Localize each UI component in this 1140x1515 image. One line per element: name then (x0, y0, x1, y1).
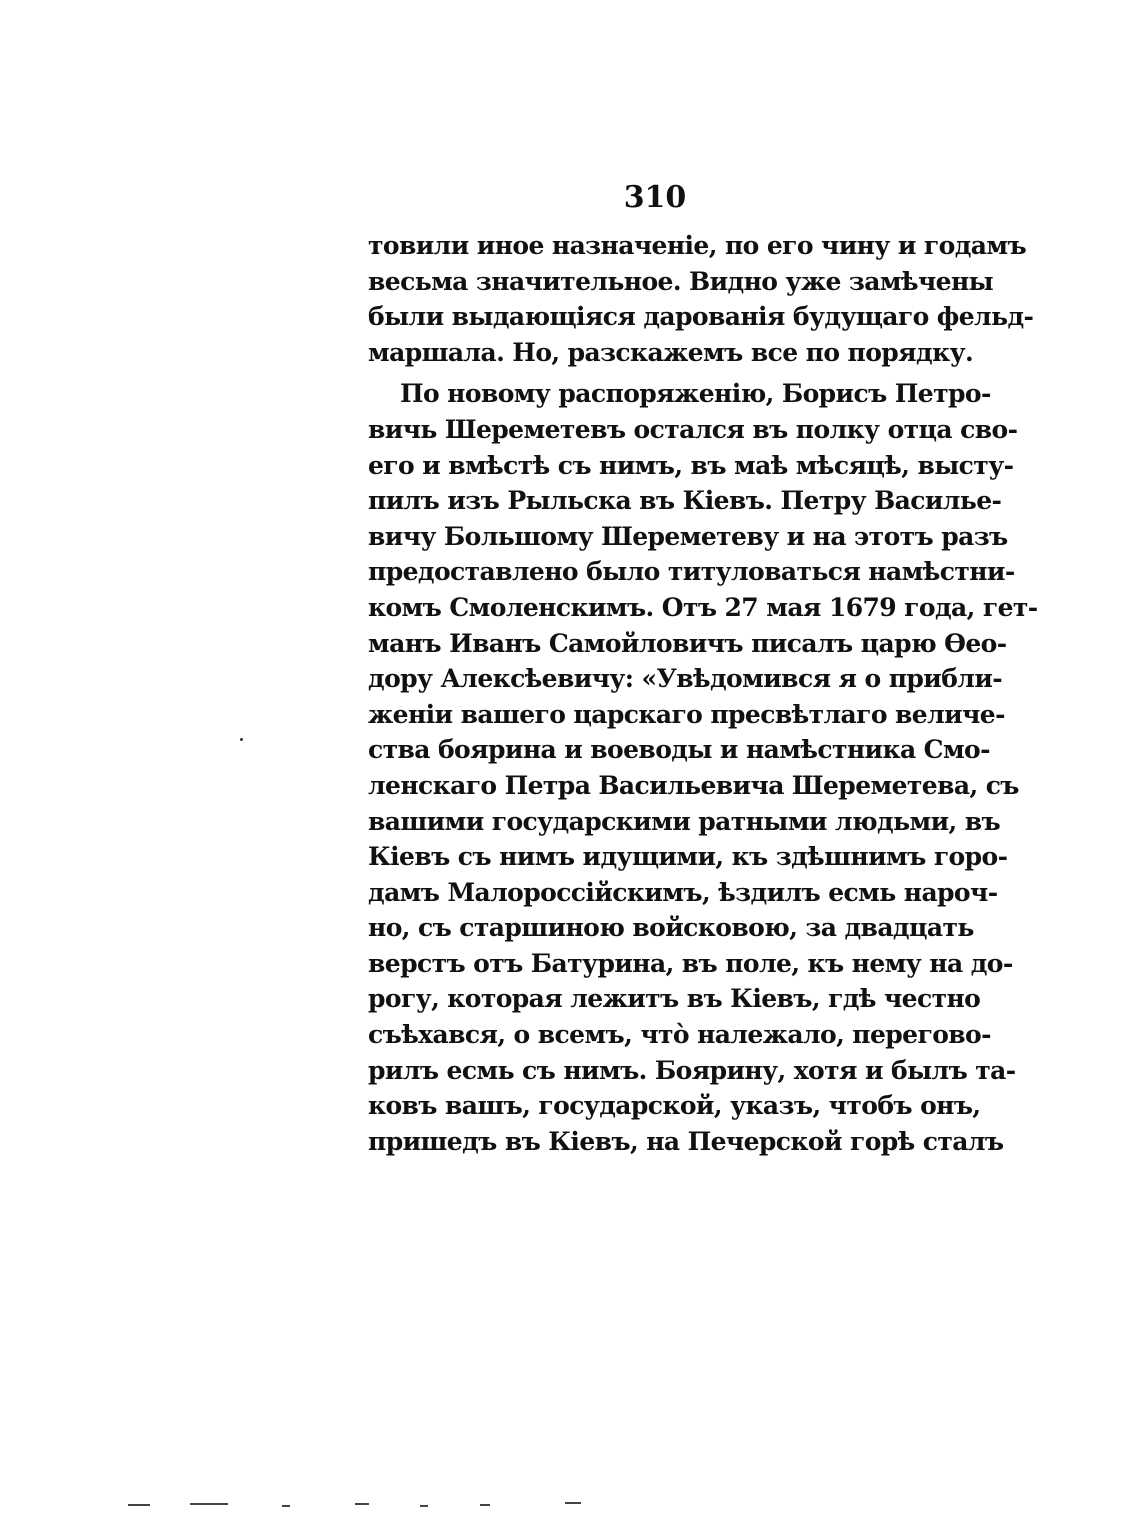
text-line: дамъ Малороссійскимъ, ѣздилъ есмь нароч- (368, 877, 998, 907)
text-line: ства боярина и воеводы и намѣстника Смо- (368, 735, 990, 765)
text-line: женіи вашего царскаго пресвѣтлаго величе- (368, 699, 1005, 729)
scan-mark (565, 1502, 581, 1504)
text-line: товили иное назначеніе, по его чину и годамъ (368, 231, 1027, 260)
scan-mark (480, 1504, 490, 1506)
text-line: По новому распоряженію, Борисъ Петро- (400, 379, 991, 409)
text-line: предоставлено было титуловаться намѣстни- (368, 557, 1015, 587)
text-line: ленскаго Петра Васильевича Шереметева, съ (368, 770, 1019, 800)
text-line: пришедъ въ Кіевъ, на Печерской горѣ сталъ (368, 1126, 1004, 1156)
body-text (368, 228, 1038, 1159)
text-line: его и вмѣстѣ съ нимъ, въ маѣ мѣсяцѣ, высту- (368, 450, 1014, 480)
text-line: вичу Большому Шереметеву и на этотъ разъ (368, 521, 1008, 551)
text-line: пилъ изъ Рыльска въ Кіевъ. Петру Василье- (368, 486, 1002, 516)
scan-mark (420, 1505, 428, 1507)
text-line: вичь Шереметевъ остался въ полку отца сво- (368, 414, 1018, 444)
text-line: были выдающіяся дарованія будущаго фельд- (368, 302, 1034, 332)
text-line: ковъ вашъ, государской, указъ, чтобъ онъ, (368, 1091, 981, 1121)
text-line: верстъ отъ Батурина, въ поле, къ нему на до- (368, 948, 1013, 978)
paragraph-2 (368, 376, 1038, 1159)
text-line: маршала. Но, разскажемъ все по порядку. (368, 337, 974, 367)
text-line: дору Алексѣевичу: «Увѣдомився я о прибли- (368, 664, 1003, 694)
text-line: съѣхався, о всемъ, что̀ належало, перегово- (368, 1020, 991, 1050)
scan-speck (240, 738, 243, 741)
text-line: весьма значительное. Видно уже замѣчены (368, 266, 994, 296)
text-line: Кіевъ съ нимъ идущими, къ здѣшнимъ горо- (368, 842, 1008, 872)
page-number: 310 (623, 180, 687, 215)
text-line: манъ Иванъ Самойловичъ писалъ царю Ѳео- (368, 628, 1007, 658)
text-line: вашими государскими ратными людьми, въ (368, 806, 1001, 836)
paragraph-1 (368, 228, 1034, 370)
scan-mark (282, 1505, 290, 1507)
text-line: рогу, которая лежитъ въ Кіевъ, гдѣ честно (368, 984, 981, 1014)
text-line: комъ Смоленскимъ. Отъ 27 мая 1679 года, гет- (368, 592, 1038, 622)
scan-mark (355, 1503, 369, 1505)
text-line: но, съ старшиною войсковою, за двадцать (368, 913, 974, 943)
scan-mark (190, 1503, 228, 1505)
scan-mark (128, 1504, 150, 1506)
text-line: рилъ есмь съ нимъ. Боярину, хотя и былъ та- (368, 1055, 1016, 1085)
